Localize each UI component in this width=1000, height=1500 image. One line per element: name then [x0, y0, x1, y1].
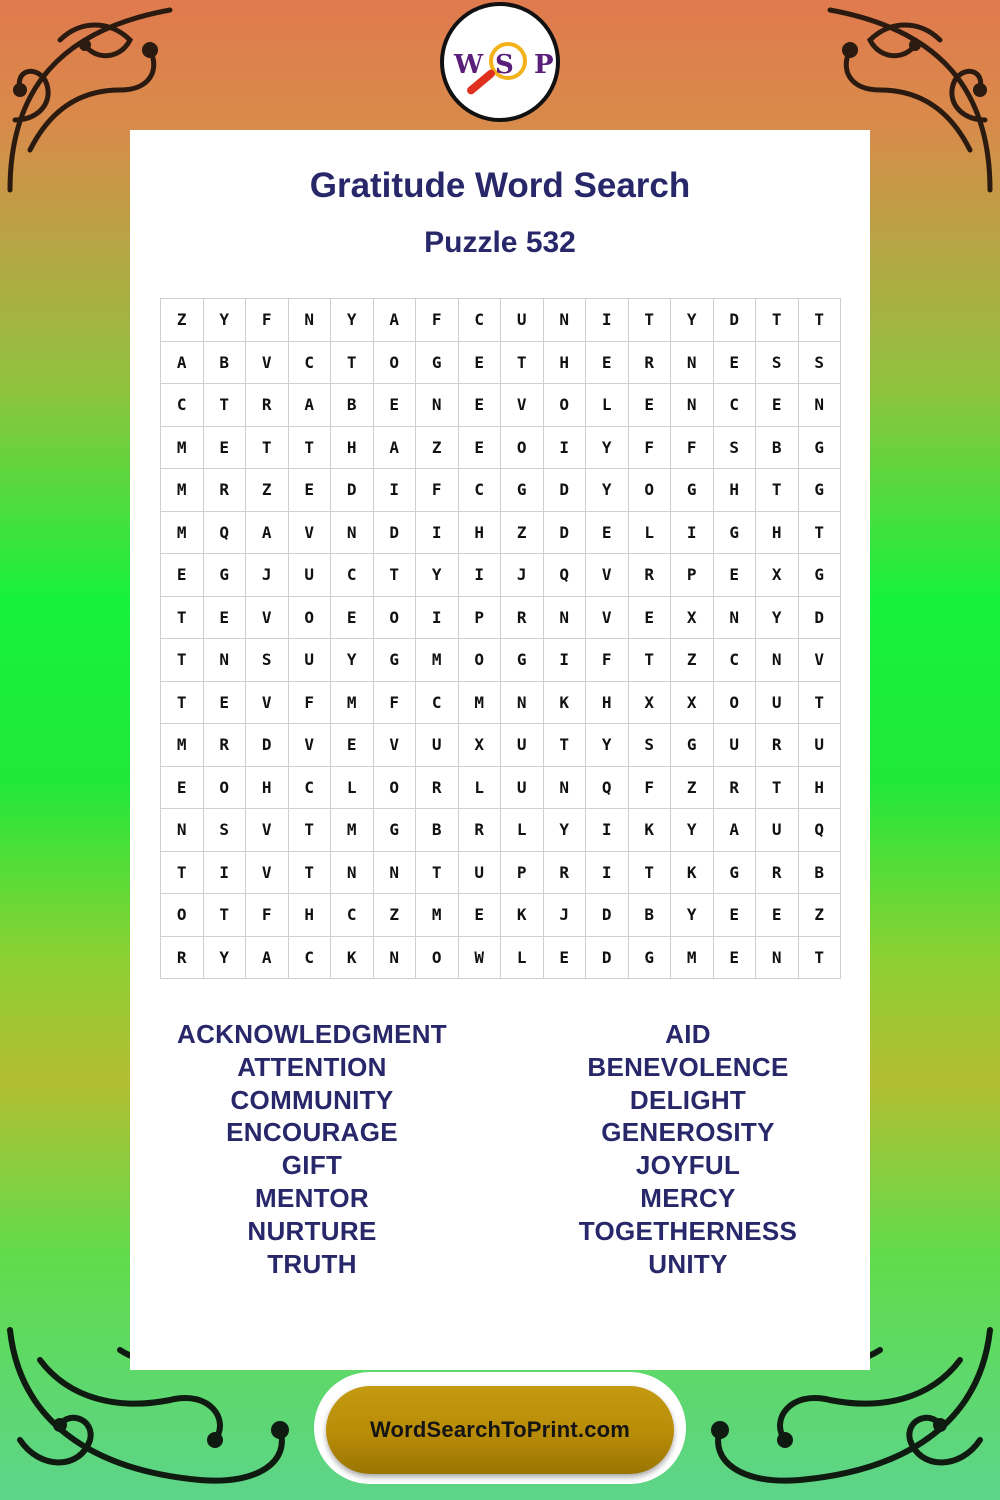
grid-cell[interactable]: R [246, 384, 289, 427]
word-list-item: DELIGHT [629, 1084, 747, 1115]
grid-cell[interactable]: F [246, 894, 289, 937]
grid-cell[interactable]: S [629, 724, 672, 767]
grid-cell[interactable]: H [714, 469, 757, 512]
grid-cell[interactable]: F [629, 427, 672, 470]
grid-cell[interactable]: N [544, 299, 587, 342]
grid-cell[interactable]: I [544, 639, 587, 682]
grid-cell[interactable]: X [459, 724, 502, 767]
grid-cell[interactable]: U [799, 724, 842, 767]
grid-cell[interactable]: L [331, 767, 374, 810]
grid-cell[interactable]: T [289, 809, 332, 852]
grid-cell[interactable]: E [714, 342, 757, 385]
grid-cell[interactable]: Y [586, 724, 629, 767]
logo-letter: S [495, 50, 514, 80]
grid-cell[interactable]: H [544, 342, 587, 385]
grid-cell[interactable]: D [586, 937, 629, 980]
grid-cell[interactable]: I [586, 299, 629, 342]
grid-cell[interactable]: E [586, 342, 629, 385]
grid-cell[interactable]: K [501, 894, 544, 937]
grid-cell[interactable]: F [586, 639, 629, 682]
grid-cell[interactable]: O [629, 469, 672, 512]
word-list-item: ENCOURAGE [226, 1117, 398, 1148]
grid-cell[interactable]: U [459, 852, 502, 895]
grid-cell[interactable]: M [161, 469, 204, 512]
grid-cell[interactable]: T [799, 682, 842, 725]
grid-cell[interactable]: J [544, 894, 587, 937]
grid-cell[interactable]: T [289, 427, 332, 470]
grid-cell[interactable]: O [459, 639, 502, 682]
grid-cell[interactable]: D [331, 469, 374, 512]
grid-cell[interactable]: R [756, 852, 799, 895]
grid-cell[interactable]: E [331, 724, 374, 767]
grid-cell[interactable]: T [756, 299, 799, 342]
grid-cell[interactable]: N [289, 299, 332, 342]
grid-cell[interactable]: I [544, 427, 587, 470]
grid-cell[interactable]: F [374, 682, 417, 725]
grid-cell[interactable]: X [629, 682, 672, 725]
grid-cell[interactable]: C [161, 384, 204, 427]
grid-cell[interactable]: V [501, 384, 544, 427]
grid-cell[interactable]: C [714, 384, 757, 427]
grid-cell[interactable]: Y [756, 597, 799, 640]
grid-cell[interactable]: M [161, 427, 204, 470]
grid-cell[interactable]: O [161, 894, 204, 937]
grid-cell[interactable]: S [756, 342, 799, 385]
grid-cell[interactable]: T [161, 682, 204, 725]
grid-cell[interactable]: M [161, 724, 204, 767]
grid-cell[interactable]: M [331, 682, 374, 725]
grid-cell[interactable]: E [459, 342, 502, 385]
grid-cell[interactable]: B [799, 852, 842, 895]
word-list-item: TOGETHERNESS [578, 1215, 798, 1246]
grid-cell[interactable]: E [331, 597, 374, 640]
grid-cell[interactable]: Y [416, 554, 459, 597]
grid-cell[interactable]: D [374, 512, 417, 555]
grid-cell[interactable]: R [416, 767, 459, 810]
grid-cell[interactable]: T [544, 724, 587, 767]
grid-cell[interactable]: M [671, 937, 714, 980]
grid-cell[interactable]: F [629, 767, 672, 810]
grid-cell[interactable]: T [246, 427, 289, 470]
grid-cell[interactable]: N [204, 639, 247, 682]
grid-cell[interactable]: J [501, 554, 544, 597]
grid-cell[interactable]: Z [161, 299, 204, 342]
grid-cell[interactable]: U [756, 682, 799, 725]
word-list-item: COMMUNITY [230, 1084, 394, 1115]
grid-cell[interactable]: E [204, 682, 247, 725]
grid-cell[interactable]: H [331, 427, 374, 470]
word-list-item: GENEROSITY [601, 1117, 775, 1148]
word-list-item: UNITY [648, 1248, 728, 1279]
grid-cell[interactable]: Y [331, 299, 374, 342]
grid-cell[interactable]: A [246, 937, 289, 980]
grid-cell[interactable]: O [501, 427, 544, 470]
grid-cell[interactable]: Y [671, 809, 714, 852]
grid-cell[interactable]: N [161, 809, 204, 852]
grid-cell[interactable]: C [459, 469, 502, 512]
grid-cell[interactable]: Z [799, 894, 842, 937]
grid-cell[interactable]: H [289, 894, 332, 937]
grid-cell[interactable]: H [799, 767, 842, 810]
grid-cell[interactable]: C [416, 682, 459, 725]
site-logo[interactable] [440, 2, 560, 122]
grid-cell[interactable]: L [459, 767, 502, 810]
grid-cell[interactable]: R [204, 469, 247, 512]
grid-cell[interactable]: J [246, 554, 289, 597]
grid-cell[interactable]: P [501, 852, 544, 895]
grid-cell[interactable]: K [331, 937, 374, 980]
grid-cell[interactable]: C [331, 554, 374, 597]
grid-cell[interactable]: S [246, 639, 289, 682]
grid-cell[interactable]: C [289, 767, 332, 810]
grid-cell[interactable]: A [246, 512, 289, 555]
grid-cell[interactable]: O [374, 597, 417, 640]
grid-cell[interactable]: W [459, 937, 502, 980]
word-list-item: NURTURE [247, 1215, 377, 1246]
grid-cell[interactable]: L [501, 809, 544, 852]
grid-cell[interactable]: N [671, 384, 714, 427]
grid-cell[interactable]: X [671, 682, 714, 725]
grid-cell[interactable]: T [161, 852, 204, 895]
grid-cell[interactable]: O [289, 597, 332, 640]
grid-cell[interactable]: N [544, 767, 587, 810]
grid-cell[interactable]: F [416, 469, 459, 512]
grid-cell[interactable]: O [416, 937, 459, 980]
grid-cell[interactable]: E [629, 597, 672, 640]
grid-cell[interactable]: R [544, 852, 587, 895]
grid-cell[interactable]: E [544, 937, 587, 980]
grid-cell[interactable]: I [416, 512, 459, 555]
grid-cell[interactable]: H [459, 512, 502, 555]
grid-cell[interactable]: T [374, 554, 417, 597]
footer-link-button[interactable] [326, 1386, 674, 1474]
grid-cell[interactable]: D [586, 894, 629, 937]
grid-cell[interactable]: E [629, 384, 672, 427]
grid-cell[interactable]: B [331, 384, 374, 427]
grid-cell[interactable]: M [416, 894, 459, 937]
grid-cell[interactable]: E [204, 597, 247, 640]
grid-cell[interactable]: U [416, 724, 459, 767]
grid-cell[interactable]: G [714, 852, 757, 895]
grid-cell[interactable]: T [629, 299, 672, 342]
grid-cell[interactable]: I [586, 852, 629, 895]
grid-cell[interactable]: N [714, 597, 757, 640]
grid-cell[interactable]: L [586, 384, 629, 427]
grid-cell[interactable]: E [586, 512, 629, 555]
puzzle-panel [130, 130, 870, 1370]
grid-cell[interactable]: V [246, 682, 289, 725]
grid-cell[interactable]: N [331, 852, 374, 895]
grid-cell[interactable]: U [289, 639, 332, 682]
grid-cell[interactable]: X [671, 597, 714, 640]
grid-cell[interactable]: R [629, 342, 672, 385]
grid-cell[interactable]: E [459, 427, 502, 470]
word-list-item: TRUTH [267, 1248, 357, 1279]
grid-cell[interactable]: U [501, 767, 544, 810]
grid-cell[interactable]: B [629, 894, 672, 937]
grid-cell[interactable]: V [586, 554, 629, 597]
footer-badge [314, 1372, 686, 1484]
grid-cell[interactable]: G [501, 639, 544, 682]
grid-cell[interactable]: N [501, 682, 544, 725]
grid-cell[interactable]: E [459, 384, 502, 427]
grid-cell[interactable]: F [289, 682, 332, 725]
grid-cell[interactable]: E [161, 767, 204, 810]
grid-cell[interactable]: D [544, 512, 587, 555]
grid-cell[interactable]: U [501, 299, 544, 342]
grid-cell[interactable]: R [459, 809, 502, 852]
grid-cell[interactable]: T [629, 852, 672, 895]
grid-cell[interactable]: Y [331, 639, 374, 682]
grid-cell[interactable]: B [204, 342, 247, 385]
grid-cell[interactable]: A [289, 384, 332, 427]
grid-cell[interactable]: Y [586, 427, 629, 470]
grid-cell[interactable]: V [246, 809, 289, 852]
grid-cell[interactable]: C [459, 299, 502, 342]
grid-cell[interactable]: I [204, 852, 247, 895]
grid-cell[interactable]: N [756, 639, 799, 682]
grid-cell[interactable]: E [714, 894, 757, 937]
grid-cell[interactable]: G [799, 554, 842, 597]
grid-cell[interactable]: E [204, 427, 247, 470]
grid-cell[interactable]: O [544, 384, 587, 427]
word-list-item: ATTENTION [237, 1051, 387, 1082]
grid-cell[interactable]: G [416, 342, 459, 385]
grid-cell[interactable]: D [246, 724, 289, 767]
grid-cell[interactable]: F [246, 299, 289, 342]
grid-cell[interactable]: C [714, 639, 757, 682]
grid-cell[interactable]: Z [671, 639, 714, 682]
grid-cell[interactable]: E [714, 937, 757, 980]
grid-cell[interactable]: T [756, 469, 799, 512]
grid-cell[interactable]: G [501, 469, 544, 512]
grid-cell[interactable]: O [204, 767, 247, 810]
grid-cell[interactable]: R [501, 597, 544, 640]
grid-cell[interactable]: H [586, 682, 629, 725]
word-list-left [142, 1018, 482, 1280]
grid-cell[interactable]: G [629, 937, 672, 980]
grid-cell[interactable]: V [799, 639, 842, 682]
grid-cell[interactable]: B [756, 427, 799, 470]
grid-cell[interactable]: T [799, 937, 842, 980]
grid-cell[interactable]: T [799, 512, 842, 555]
letter-grid [160, 298, 841, 979]
grid-cell[interactable]: I [586, 809, 629, 852]
grid-cell[interactable]: U [289, 554, 332, 597]
grid-cell[interactable]: A [714, 809, 757, 852]
grid-cell[interactable]: V [289, 512, 332, 555]
grid-cell[interactable]: G [671, 724, 714, 767]
grid-cell[interactable]: V [246, 597, 289, 640]
grid-cell[interactable]: T [799, 299, 842, 342]
grid-cell[interactable]: M [459, 682, 502, 725]
grid-cell[interactable]: I [671, 512, 714, 555]
grid-cell[interactable]: M [331, 809, 374, 852]
grid-cell[interactable]: G [204, 554, 247, 597]
grid-cell[interactable]: Y [671, 299, 714, 342]
grid-cell[interactable]: G [714, 512, 757, 555]
grid-cell[interactable]: U [756, 809, 799, 852]
grid-cell[interactable]: D [714, 299, 757, 342]
grid-cell[interactable]: H [756, 512, 799, 555]
grid-cell[interactable]: G [799, 469, 842, 512]
grid-cell[interactable]: N [374, 937, 417, 980]
grid-cell[interactable]: C [289, 342, 332, 385]
grid-cell[interactable]: N [799, 384, 842, 427]
grid-cell[interactable]: R [204, 724, 247, 767]
word-list-item: AID [665, 1019, 711, 1049]
grid-cell[interactable]: F [671, 427, 714, 470]
grid-cell[interactable]: D [799, 597, 842, 640]
word-list-item: MENTOR [255, 1182, 369, 1213]
grid-cell[interactable]: R [714, 767, 757, 810]
grid-cell[interactable]: V [289, 724, 332, 767]
grid-cell[interactable]: A [374, 299, 417, 342]
grid-cell[interactable]: E [161, 554, 204, 597]
grid-cell[interactable]: X [756, 554, 799, 597]
word-list-right [518, 1018, 858, 1280]
grid-cell[interactable]: Z [246, 469, 289, 512]
grid-cell[interactable]: M [161, 512, 204, 555]
grid-cell[interactable]: E [289, 469, 332, 512]
grid-cell[interactable]: D [544, 469, 587, 512]
grid-cell[interactable]: I [374, 469, 417, 512]
grid-cell[interactable]: R [756, 724, 799, 767]
grid-cell[interactable]: S [204, 809, 247, 852]
grid-cell[interactable]: C [331, 894, 374, 937]
grid-cell[interactable]: N [544, 597, 587, 640]
grid-cell[interactable]: H [246, 767, 289, 810]
grid-cell[interactable]: Z [671, 767, 714, 810]
grid-cell[interactable]: Q [204, 512, 247, 555]
logo-letter: W [454, 50, 484, 80]
grid-cell[interactable]: V [586, 597, 629, 640]
grid-cell[interactable]: V [374, 724, 417, 767]
grid-cell[interactable]: N [331, 512, 374, 555]
word-list-item: JOYFUL [635, 1150, 741, 1181]
word-list-item: GIFT [281, 1150, 343, 1181]
grid-cell[interactable]: S [799, 342, 842, 385]
grid-cell[interactable]: U [501, 724, 544, 767]
grid-cell[interactable]: R [161, 937, 204, 980]
grid-cell[interactable]: R [629, 554, 672, 597]
grid-cell[interactable]: Q [799, 809, 842, 852]
grid-cell[interactable]: I [416, 597, 459, 640]
grid-cell[interactable]: T [501, 342, 544, 385]
grid-cell[interactable]: T [416, 852, 459, 895]
grid-cell[interactable]: C [289, 937, 332, 980]
grid-cell[interactable]: Q [544, 554, 587, 597]
grid-cell[interactable]: S [714, 427, 757, 470]
grid-cell[interactable]: G [671, 469, 714, 512]
grid-cell[interactable]: Z [374, 894, 417, 937]
grid-cell[interactable]: A [161, 342, 204, 385]
grid-cell[interactable]: T [204, 384, 247, 427]
grid-cell[interactable]: Y [544, 809, 587, 852]
grid-cell[interactable]: Y [586, 469, 629, 512]
footer-site-name: WordSearchToPrint.com [369, 1417, 631, 1442]
word-list-item: ACKNOWLEDGMENT [177, 1019, 447, 1049]
grid-cell[interactable]: E [756, 894, 799, 937]
grid-cell[interactable]: T [161, 597, 204, 640]
grid-cell[interactable]: Y [204, 937, 247, 980]
grid-cell[interactable]: K [544, 682, 587, 725]
grid-cell[interactable]: O [374, 342, 417, 385]
grid-cell[interactable]: P [671, 554, 714, 597]
grid-cell[interactable]: N [374, 852, 417, 895]
grid-cell[interactable]: P [459, 597, 502, 640]
puzzle-number: Puzzle 532 [424, 226, 576, 259]
grid-cell[interactable]: T [629, 639, 672, 682]
grid-cell[interactable]: E [459, 894, 502, 937]
grid-cell[interactable]: K [629, 809, 672, 852]
grid-cell[interactable]: U [714, 724, 757, 767]
grid-cell[interactable]: T [161, 639, 204, 682]
grid-cell[interactable]: K [671, 852, 714, 895]
grid-cell[interactable]: L [501, 937, 544, 980]
grid-cell[interactable]: M [416, 639, 459, 682]
grid-cell[interactable]: G [374, 809, 417, 852]
grid-cell[interactable]: B [416, 809, 459, 852]
grid-cell[interactable]: Y [671, 894, 714, 937]
grid-cell[interactable]: L [629, 512, 672, 555]
word-list-item: MERCY [640, 1182, 736, 1213]
grid-cell[interactable]: T [331, 342, 374, 385]
grid-cell[interactable]: Y [204, 299, 247, 342]
grid-cell[interactable]: T [204, 894, 247, 937]
grid-cell[interactable]: N [756, 937, 799, 980]
grid-cell[interactable]: G [374, 639, 417, 682]
grid-cell[interactable]: O [714, 682, 757, 725]
grid-cell[interactable]: E [374, 384, 417, 427]
grid-cell[interactable]: O [374, 767, 417, 810]
grid-cell[interactable]: T [756, 767, 799, 810]
grid-cell[interactable]: V [246, 852, 289, 895]
grid-cell[interactable]: T [289, 852, 332, 895]
grid-cell[interactable]: G [799, 427, 842, 470]
word-list-item: BENEVOLENCE [587, 1051, 789, 1082]
grid-cell[interactable]: Z [501, 512, 544, 555]
grid-cell[interactable]: Z [416, 427, 459, 470]
grid-cell[interactable]: A [374, 427, 417, 470]
grid-cell[interactable]: E [756, 384, 799, 427]
grid-cell[interactable]: N [416, 384, 459, 427]
logo-letter: P [534, 50, 554, 80]
grid-cell[interactable]: F [416, 299, 459, 342]
grid-cell[interactable]: I [459, 554, 502, 597]
page-title: Gratitude Word Search [309, 166, 691, 205]
grid-cell[interactable]: V [246, 342, 289, 385]
grid-cell[interactable]: Q [586, 767, 629, 810]
grid-cell[interactable]: N [671, 342, 714, 385]
grid-cell[interactable]: E [714, 554, 757, 597]
